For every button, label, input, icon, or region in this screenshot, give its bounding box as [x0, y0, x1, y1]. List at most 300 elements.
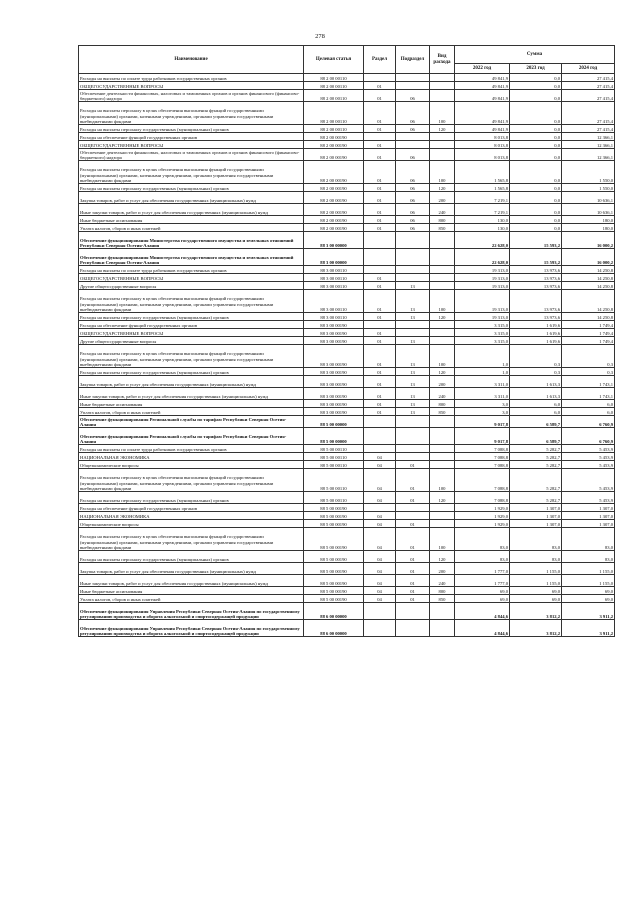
row-target: 88 2 00 00110 — [304, 125, 364, 133]
row-expense-type — [430, 321, 455, 329]
row-sum-2023: 0,3 — [510, 368, 562, 376]
row-sum-2024: 1 749,4 — [562, 321, 615, 329]
row-section: 04 — [364, 551, 396, 563]
row-subsection: 06 — [396, 192, 430, 204]
row-sum-2023: 0,0 — [510, 161, 562, 184]
row-sum-2022: 8 013,8 — [455, 149, 510, 161]
row-sum-2024: 10 636,1 — [562, 204, 615, 216]
row-target: 88 3 00 00190 — [304, 337, 364, 345]
table-row — [79, 192, 615, 204]
col-header-name: Наименование — [79, 46, 304, 74]
table-row — [79, 492, 615, 504]
row-sum-2022: 7 219,1 — [455, 204, 510, 216]
table-row — [79, 453, 615, 461]
table-row — [79, 133, 615, 141]
row-expense-type — [430, 82, 455, 90]
row-name: Закупка товаров, работ и услуг для обеспечения государственных (муниципальных) нужд — [79, 192, 304, 204]
row-sum-2024: 69,0 — [562, 587, 615, 595]
row-sum-2022: 1 929,0 — [455, 504, 510, 512]
table-row — [79, 329, 615, 337]
col-header-section: Раздел — [364, 46, 396, 74]
table-row — [79, 337, 615, 345]
row-target: 88 2 00 00190 — [304, 204, 364, 216]
row-target: 88 3 00 00190 — [304, 376, 364, 388]
row-section: 04 — [364, 595, 396, 603]
row-sum-2022: 3,0 — [455, 400, 510, 408]
row-section: 01 — [364, 204, 396, 216]
row-section — [364, 428, 396, 445]
row-sum-2024: 5 453,9 — [562, 445, 615, 453]
row-expense-type — [430, 416, 455, 428]
row-name: Расходы на выплаты персоналу государственных (муниципальных) органов — [79, 125, 304, 133]
row-target: 88 5 00 00190 — [304, 595, 364, 603]
row-name: Уплата налогов, сборов и иных платежей — [79, 224, 304, 232]
row-sum-2022: 9 017,8 — [455, 428, 510, 445]
table-row — [79, 321, 615, 329]
row-sum-2022: 130,0 — [455, 224, 510, 232]
row-sum-2024: 27 415,4 — [562, 102, 615, 125]
row-subsection — [396, 249, 430, 266]
table-row — [79, 388, 615, 400]
table-row — [79, 469, 615, 492]
table-row — [79, 445, 615, 453]
table-row — [79, 149, 615, 161]
row-sum-2022: 130,0 — [455, 216, 510, 224]
row-section: 01 — [364, 141, 396, 149]
row-sum-2023: 5 282,7 — [510, 453, 562, 461]
row-subsection: 13 — [396, 313, 430, 321]
row-section: 04 — [364, 575, 396, 587]
table-row — [79, 82, 615, 90]
row-sum-2022: 1,0 — [455, 345, 510, 368]
row-sum-2024: 6 760,9 — [562, 416, 615, 428]
row-name: Расходы на выплаты персоналу государственных (муниципальных) органов — [79, 368, 304, 376]
row-expense-type: 120 — [430, 313, 455, 321]
table-row — [79, 224, 615, 232]
row-name: Расходы на выплаты персоналу в целях обеспечения выполнения функций государственными (муниципальными) органами, казенными учреждениями, органами управления государственными внебюджетными фондами — [79, 290, 304, 313]
row-sum-2024: 1 307,0 — [562, 520, 615, 528]
row-target: 88 2 00 00110 — [304, 102, 364, 125]
row-section — [364, 133, 396, 141]
row-subsection — [396, 74, 430, 82]
row-sum-2024: 6 760,9 — [562, 428, 615, 445]
row-sum-2024: 12 366,1 — [562, 149, 615, 161]
row-sum-2024: 27 415,4 — [562, 125, 615, 133]
row-section: 01 — [364, 192, 396, 204]
row-target: 88 3 00 00190 — [304, 388, 364, 400]
row-target: 88 2 00 00110 — [304, 82, 364, 90]
row-sum-2023: 6 589,7 — [510, 416, 562, 428]
row-expense-type: 120 — [430, 125, 455, 133]
row-target: 88 3 00 00110 — [304, 290, 364, 313]
row-sum-2022: 7 088,8 — [455, 445, 510, 453]
row-sum-2022: 49 841,9 — [455, 90, 510, 102]
row-section — [364, 620, 396, 637]
row-expense-type — [430, 141, 455, 149]
row-subsection: 01 — [396, 528, 430, 551]
row-target: 88 3 00 00110 — [304, 266, 364, 274]
row-expense-type: 100 — [430, 528, 455, 551]
row-name: Иные бюджетные ассигнования — [79, 400, 304, 408]
row-name: НАЦИОНАЛЬНАЯ ЭКОНОМИКА — [79, 453, 304, 461]
row-target: 88 3 00 00190 — [304, 368, 364, 376]
row-expense-type — [430, 512, 455, 520]
row-expense-type — [430, 74, 455, 82]
row-sum-2023: 0,3 — [510, 345, 562, 368]
row-subsection — [396, 428, 430, 445]
row-expense-type: 200 — [430, 563, 455, 575]
row-section — [364, 321, 396, 329]
row-name: Обеспечение функционирования Министерства государственного имущества и земельных отношений Республики Северная Осетия-Алания — [79, 232, 304, 249]
row-sum-2023: 1 307,0 — [510, 512, 562, 520]
row-target: 88 3 00 00000 — [304, 249, 364, 266]
row-name: Расходы на выплаты персоналу в целях обеспечения выполнения функций государственными (муниципальными) органами, казенными учреждениями, органами управления государственными внебюджетными фондами — [79, 161, 304, 184]
row-name: Общеэкономические вопросы — [79, 461, 304, 469]
row-sum-2022: 8 013,8 — [455, 133, 510, 141]
row-sum-2022: 49 841,9 — [455, 102, 510, 125]
row-section: 01 — [364, 368, 396, 376]
row-target: 88 3 00 00110 — [304, 274, 364, 282]
row-sum-2022: 19 313,0 — [455, 290, 510, 313]
row-subsection — [396, 504, 430, 512]
row-sum-2024: 1 743,1 — [562, 376, 615, 388]
row-sum-2022: 3 311,0 — [455, 388, 510, 400]
row-expense-type: 200 — [430, 376, 455, 388]
row-section: 01 — [364, 400, 396, 408]
row-expense-type — [430, 90, 455, 102]
row-name: Расходы на выплаты по оплате труда работников государственных органов — [79, 266, 304, 274]
row-sum-2023: 83,0 — [510, 551, 562, 563]
row-subsection: 06 — [396, 224, 430, 232]
row-section: 01 — [364, 149, 396, 161]
row-target: 88 6 00 00000 — [304, 603, 364, 620]
row-expense-type — [430, 445, 455, 453]
row-subsection — [396, 82, 430, 90]
table-row — [79, 461, 615, 469]
table-row — [79, 266, 615, 274]
row-expense-type: 200 — [430, 192, 455, 204]
row-sum-2022: 49 841,9 — [455, 82, 510, 90]
row-subsection: 13 — [396, 368, 430, 376]
row-sum-2023: 6,0 — [510, 408, 562, 416]
row-target: 88 6 00 00000 — [304, 620, 364, 637]
row-target: 88 3 00 00000 — [304, 232, 364, 249]
row-name: Уплата налогов, сборов и иных платежей — [79, 595, 304, 603]
row-target: 88 5 00 00110 — [304, 445, 364, 453]
row-target: 88 5 00 00190 — [304, 528, 364, 551]
row-sum-2023: 13 973,6 — [510, 266, 562, 274]
row-expense-type — [430, 274, 455, 282]
table-body — [79, 74, 615, 637]
row-expense-type: 100 — [430, 161, 455, 184]
row-sum-2023: 5 282,7 — [510, 469, 562, 492]
row-sum-2022: 9 017,8 — [455, 416, 510, 428]
row-expense-type: 800 — [430, 400, 455, 408]
row-subsection: 13 — [396, 408, 430, 416]
row-sum-2023: 0,0 — [510, 184, 562, 192]
row-subsection: 06 — [396, 204, 430, 216]
table-row — [79, 204, 615, 216]
row-sum-2024: 1 155,0 — [562, 563, 615, 575]
row-section: 01 — [364, 224, 396, 232]
table-row — [79, 141, 615, 149]
row-section — [364, 603, 396, 620]
row-target: 88 2 00 00190 — [304, 192, 364, 204]
row-sum-2023: 1 155,0 — [510, 575, 562, 587]
row-sum-2022: 83,0 — [455, 528, 510, 551]
row-sum-2024: 14 250,8 — [562, 282, 615, 290]
row-subsection: 06 — [396, 161, 430, 184]
row-sum-2023: 1 619,6 — [510, 321, 562, 329]
row-target: 88 2 00 00190 — [304, 149, 364, 161]
row-name: Обеспечение функционирования Региональной службы по тарифам Республики Северная Осетия-Алания — [79, 428, 304, 445]
row-sum-2023: 3 812,2 — [510, 620, 562, 637]
row-sum-2024: 1 550,0 — [562, 161, 615, 184]
row-sum-2024: 14 250,8 — [562, 274, 615, 282]
row-sum-2022: 69,0 — [455, 595, 510, 603]
row-sum-2024: 6,0 — [562, 408, 615, 416]
row-sum-2024: 1 155,0 — [562, 575, 615, 587]
row-target: 88 5 00 00190 — [304, 587, 364, 595]
row-expense-type: 120 — [430, 551, 455, 563]
row-sum-2023: 0,0 — [510, 192, 562, 204]
row-section — [364, 445, 396, 453]
row-subsection — [396, 329, 430, 337]
row-sum-2024: 1 743,1 — [562, 388, 615, 400]
table-row — [79, 184, 615, 192]
row-subsection — [396, 416, 430, 428]
row-section: 04 — [364, 453, 396, 461]
row-sum-2023: 1 619,6 — [510, 329, 562, 337]
row-sum-2023: 69,0 — [510, 587, 562, 595]
row-sum-2023: 15 593,2 — [510, 232, 562, 249]
row-sum-2024: 83,0 — [562, 551, 615, 563]
table-row — [79, 520, 615, 528]
row-sum-2022: 1,0 — [455, 368, 510, 376]
row-sum-2024: 3 911,2 — [562, 603, 615, 620]
row-section: 01 — [364, 282, 396, 290]
row-subsection: 01 — [396, 492, 430, 504]
row-section: 04 — [364, 563, 396, 575]
row-subsection: 01 — [396, 551, 430, 563]
row-name: Иные бюджетные ассигнования — [79, 216, 304, 224]
row-sum-2023: 69,0 — [510, 595, 562, 603]
row-sum-2023: 1 613,3 — [510, 388, 562, 400]
row-sum-2024: 3 911,2 — [562, 620, 615, 637]
row-expense-type: 100 — [430, 102, 455, 125]
budget-table — [78, 45, 615, 637]
row-expense-type: 240 — [430, 388, 455, 400]
row-section: 04 — [364, 520, 396, 528]
table-row — [79, 216, 615, 224]
row-subsection: 13 — [396, 388, 430, 400]
row-name: Расходы на выплаты персоналу государственных (муниципальных) органов — [79, 184, 304, 192]
row-subsection — [396, 141, 430, 149]
row-target: 88 3 00 00190 — [304, 321, 364, 329]
col-header-2022: 2022 год — [455, 64, 510, 74]
row-expense-type: 850 — [430, 408, 455, 416]
row-sum-2022: 3 311,0 — [455, 376, 510, 388]
row-section: 01 — [364, 290, 396, 313]
row-name: Иные бюджетные ассигнования — [79, 587, 304, 595]
row-section — [364, 504, 396, 512]
row-section — [364, 416, 396, 428]
row-sum-2023: 5 282,7 — [510, 445, 562, 453]
table-row — [79, 408, 615, 416]
row-section — [364, 74, 396, 82]
row-section: 01 — [364, 329, 396, 337]
row-sum-2022: 4 844,6 — [455, 603, 510, 620]
row-sum-2022: 19 313,0 — [455, 274, 510, 282]
row-expense-type: 120 — [430, 368, 455, 376]
col-header-sum: Сумма — [455, 46, 615, 64]
row-expense-type — [430, 461, 455, 469]
row-sum-2022: 49 841,9 — [455, 125, 510, 133]
row-expense-type: 800 — [430, 216, 455, 224]
row-target: 88 5 00 00190 — [304, 551, 364, 563]
row-target: 88 3 00 00110 — [304, 282, 364, 290]
row-sum-2022: 3 315,0 — [455, 329, 510, 337]
row-sum-2022: 7 219,1 — [455, 192, 510, 204]
row-sum-2023: 5 282,7 — [510, 461, 562, 469]
row-name: Расходы на выплаты персоналу государственных (муниципальных) органов — [79, 492, 304, 504]
row-sum-2023: 5 282,7 — [510, 492, 562, 504]
row-section: 04 — [364, 512, 396, 520]
row-name: Закупка товаров, работ и услуг для обеспечения государственных (муниципальных) нужд — [79, 563, 304, 575]
row-sum-2022: 3 315,0 — [455, 321, 510, 329]
row-sum-2024: 1 307,0 — [562, 512, 615, 520]
row-sum-2024: 14 250,8 — [562, 266, 615, 274]
row-subsection: 06 — [396, 149, 430, 161]
row-name: Расходы на выплаты по оплате труда работников государственных органов — [79, 74, 304, 82]
row-sum-2024: 83,0 — [562, 528, 615, 551]
row-target: 88 2 00 00190 — [304, 133, 364, 141]
row-sum-2022: 4 844,6 — [455, 620, 510, 637]
row-expense-type: 850 — [430, 595, 455, 603]
row-subsection: 01 — [396, 595, 430, 603]
row-section: 01 — [364, 388, 396, 400]
row-target: 88 2 00 00190 — [304, 141, 364, 149]
row-target: 88 3 00 00190 — [304, 400, 364, 408]
row-subsection: 13 — [396, 345, 430, 368]
row-sum-2024: 6,0 — [562, 400, 615, 408]
table-row — [79, 290, 615, 313]
row-subsection — [396, 266, 430, 274]
row-subsection — [396, 232, 430, 249]
row-target: 88 3 00 00110 — [304, 313, 364, 321]
row-sum-2023: 1 307,0 — [510, 504, 562, 512]
row-sum-2023: 0,0 — [510, 149, 562, 161]
row-expense-type — [430, 329, 455, 337]
row-subsection: 06 — [396, 216, 430, 224]
row-expense-type — [430, 249, 455, 266]
row-sum-2024: 0,3 — [562, 345, 615, 368]
table-row — [79, 102, 615, 125]
row-sum-2022: 3,0 — [455, 408, 510, 416]
row-section: 01 — [364, 125, 396, 133]
row-target: 88 5 00 00190 — [304, 512, 364, 520]
row-sum-2024: 27 415,4 — [562, 82, 615, 90]
row-target: 88 2 00 00110 — [304, 74, 364, 82]
row-expense-type: 100 — [430, 469, 455, 492]
row-target: 88 2 00 00110 — [304, 90, 364, 102]
row-section: 01 — [364, 90, 396, 102]
row-sum-2023: 13 973,6 — [510, 313, 562, 321]
table-row — [79, 504, 615, 512]
row-name: Общеэкономические вопросы — [79, 520, 304, 528]
row-sum-2022: 1 929,0 — [455, 512, 510, 520]
row-target: 88 5 00 00190 — [304, 563, 364, 575]
table-row — [79, 313, 615, 321]
row-expense-type — [430, 133, 455, 141]
row-section: 01 — [364, 184, 396, 192]
row-sum-2023: 13 973,6 — [510, 282, 562, 290]
table-row — [79, 528, 615, 551]
row-sum-2023: 1 155,0 — [510, 563, 562, 575]
row-target: 88 5 00 00110 — [304, 453, 364, 461]
row-section — [364, 266, 396, 274]
row-sum-2024: 14 250,8 — [562, 313, 615, 321]
row-sum-2023: 0,0 — [510, 82, 562, 90]
row-name: Обеспечение функционирования Управления Республики Северная Осетия-Алания по государственному регулированию производства и оборота алкогольной и спиртосодержащей продукции — [79, 620, 304, 637]
table-row — [79, 345, 615, 368]
table-row — [79, 428, 615, 445]
row-section: 01 — [364, 216, 396, 224]
row-sum-2023: 83,0 — [510, 528, 562, 551]
row-subsection — [396, 453, 430, 461]
row-expense-type — [430, 428, 455, 445]
row-target: 88 5 00 00000 — [304, 428, 364, 445]
row-sum-2024: 69,0 — [562, 595, 615, 603]
row-section: 01 — [364, 161, 396, 184]
row-target: 88 2 00 00190 — [304, 184, 364, 192]
row-section — [364, 232, 396, 249]
row-expense-type — [430, 266, 455, 274]
table-row — [79, 232, 615, 249]
row-sum-2023: 0,0 — [510, 133, 562, 141]
row-subsection: 01 — [396, 461, 430, 469]
table-row — [79, 125, 615, 133]
row-section: 01 — [364, 274, 396, 282]
row-section — [364, 249, 396, 266]
row-sum-2023: 0,0 — [510, 141, 562, 149]
row-name: Обеспечение функционирования Министерства государственного имущества и земельных отношений Республики Северная Осетия-Алания — [79, 249, 304, 266]
row-subsection: 13 — [396, 337, 430, 345]
row-section: 04 — [364, 587, 396, 595]
row-sum-2022: 7 088,8 — [455, 453, 510, 461]
row-expense-type: 850 — [430, 224, 455, 232]
table-row — [79, 512, 615, 520]
row-subsection: 06 — [396, 125, 430, 133]
row-name: Расходы на выплаты персоналу в целях обеспечения выполнения функций государственными (муниципальными) органами, казенными учреждениями, органами управления государственными внебюджетными фондами — [79, 528, 304, 551]
row-sum-2023: 15 593,2 — [510, 249, 562, 266]
row-sum-2023: 6 589,7 — [510, 428, 562, 445]
row-subsection: 01 — [396, 575, 430, 587]
table-row — [79, 376, 615, 388]
row-target: 88 5 00 00190 — [304, 504, 364, 512]
row-section: 01 — [364, 376, 396, 388]
row-name: Обеспечение функционирования Управления Республики Северная Осетия-Алания по государственному регулированию производства и оборота алкогольной и спиртосодержащей продукции — [79, 603, 304, 620]
col-header-target: Целевая статья — [304, 46, 364, 74]
row-section: 04 — [364, 461, 396, 469]
col-header-subsection: Подраздел — [396, 46, 430, 74]
row-name: Закупка товаров, работ и услуг для обеспечения государственных (муниципальных) нужд — [79, 376, 304, 388]
row-name: Расходы на обеспечение функций государственных органов — [79, 504, 304, 512]
row-section: 01 — [364, 408, 396, 416]
row-sum-2022: 7 088,8 — [455, 492, 510, 504]
table-row — [79, 595, 615, 603]
table-row — [79, 274, 615, 282]
